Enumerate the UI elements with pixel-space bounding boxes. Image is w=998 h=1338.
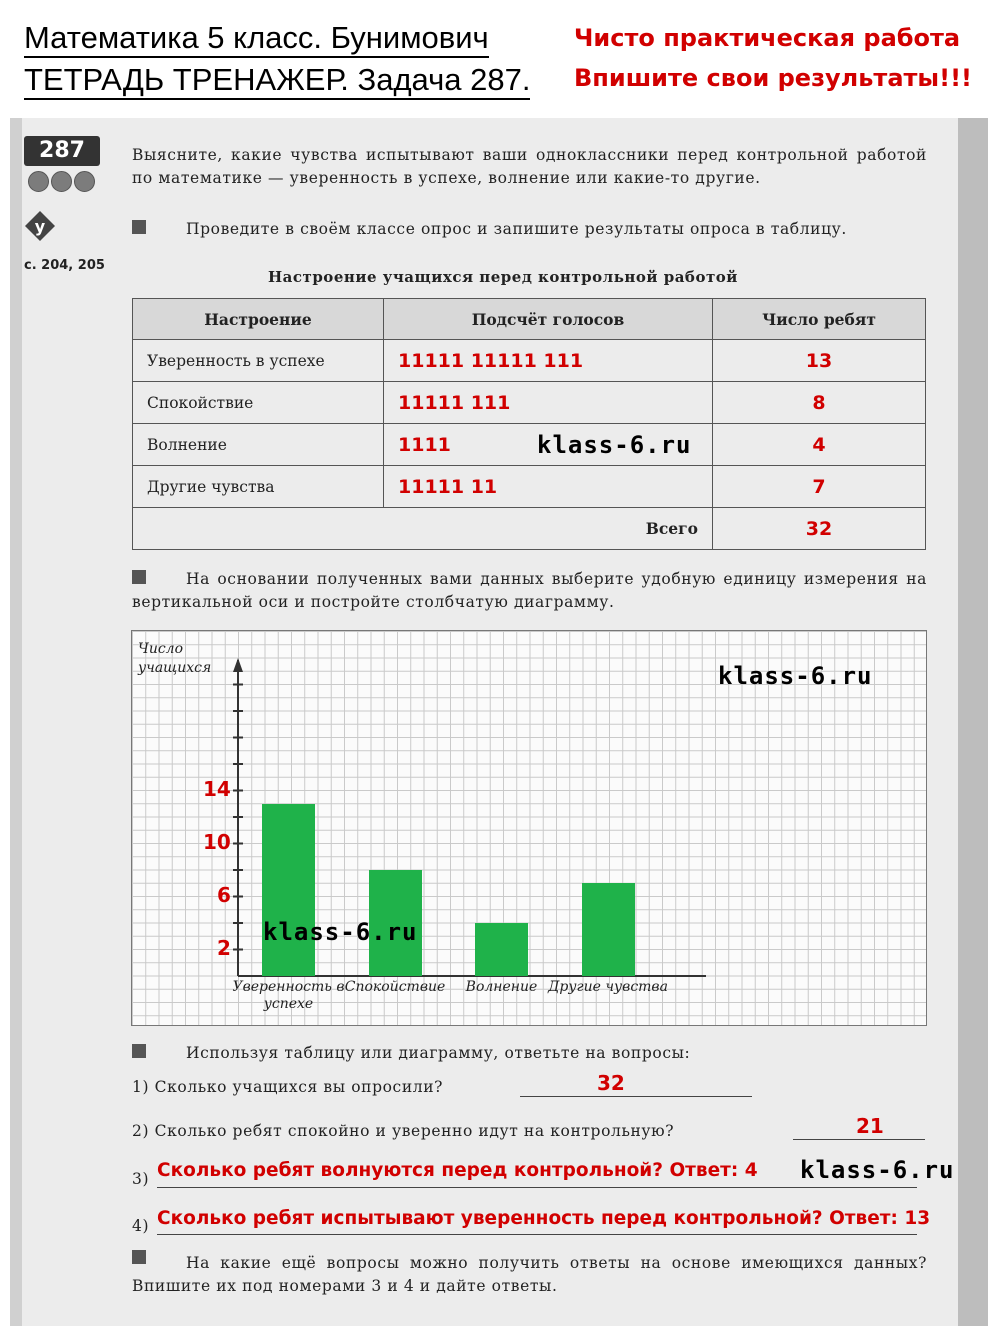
table-row: [133, 424, 926, 466]
note-line-1: Чисто практическая работа: [574, 24, 961, 52]
task-number-badge: 287: [24, 136, 100, 166]
task-step1: Проведите в своём классе опрос и запишите результаты опроса в таблицу.: [186, 220, 847, 238]
bar-1: [262, 804, 315, 976]
note-line-2: Впишите свои результаты!!!: [574, 64, 972, 92]
bar-3: [475, 923, 528, 976]
svg-text:y: y: [34, 217, 46, 236]
survey-table: [132, 298, 926, 550]
page-reference: с. 204, 205: [24, 258, 105, 273]
answer-1-line[interactable]: [520, 1096, 752, 1097]
page-left-edge: [10, 118, 22, 1326]
title-line-2: ТЕТРАДЬ ТРЕНАЖЕР. Задача 287.: [24, 62, 530, 100]
table-row: [133, 466, 926, 508]
mood-cell: Другие чувства: [133, 466, 384, 508]
count-cell: 8: [713, 382, 926, 424]
mood-cell: Спокойствие: [133, 382, 384, 424]
count-cell: 4: [713, 424, 926, 466]
tally-cell: 11111 11: [384, 466, 713, 508]
tally-cell: 11111 111: [384, 382, 713, 424]
header-tally: Подсчёт голосов: [384, 299, 713, 340]
difficulty-circle-2-icon: [51, 171, 72, 192]
mood-cell: Волнение: [133, 424, 384, 466]
total-label: Всего: [133, 508, 713, 550]
table-header-row: [133, 299, 926, 340]
watermark-chart-top: klass-6.ru: [718, 662, 873, 690]
x-category-label: Другие чувства: [548, 979, 668, 995]
total-value: 32: [713, 508, 926, 550]
task-step4: На какие ещё вопросы можно получить ответы на основе имеющихся данных? Впишите их под номерами 3 и 4 и дайте ответы.: [132, 1254, 927, 1295]
x-category-label: Уверенность в успехе: [232, 979, 345, 1012]
table-total-row: [133, 508, 926, 550]
tally-cell: 11111 11111 111: [384, 340, 713, 382]
difficulty-circle-1-icon: [28, 171, 49, 192]
difficulty-circle-3-icon: [74, 171, 95, 192]
watermark-table: klass-6.ru: [537, 431, 692, 459]
y-tick-label: 10: [203, 829, 231, 854]
header-mood: Настроение: [133, 299, 384, 340]
question-4-number: 4): [132, 1217, 150, 1235]
count-cell: 13: [713, 340, 926, 382]
task-step3: Используя таблицу или диаграмму, ответьте на вопросы:: [186, 1044, 691, 1062]
watermark-questions: klass-6.ru: [800, 1156, 955, 1184]
title-line-1: Математика 5 класс. Бунимович: [24, 20, 489, 58]
reference-diamond-icon: [24, 210, 56, 242]
question-1-number: 1): [132, 1078, 150, 1096]
question-3-text: Сколько ребят волнуются перед контрольной? Ответ: 4: [157, 1160, 758, 1181]
answer-4-line[interactable]: [157, 1234, 917, 1235]
table-caption: Настроение учащихся перед контрольной работой: [268, 268, 738, 286]
answer-2-value: 21: [856, 1114, 884, 1138]
step3-marker-icon: [132, 1044, 146, 1058]
mood-cell: Уверенность в успехе: [133, 340, 384, 382]
y-axis-arrow-icon: [233, 658, 243, 672]
question-4-text: Сколько ребят испытывают уверенность перед контрольной? Ответ: 13: [157, 1208, 931, 1229]
page-right-edge: [958, 118, 988, 1326]
question-1: [132, 1076, 443, 1099]
question-1-text: Сколько учащихся вы опросили?: [154, 1078, 444, 1096]
answer-2-line[interactable]: [793, 1139, 925, 1140]
table-row: [133, 340, 926, 382]
question-2-text: Сколько ребят спокойно и уверенно идут на контрольную?: [154, 1122, 675, 1140]
answer-3-line[interactable]: [157, 1187, 917, 1188]
x-category-label: Спокойствие: [344, 979, 446, 995]
tally-cell: 1111: [384, 424, 713, 466]
question-2: [132, 1120, 674, 1143]
y-tick-label: 14: [203, 776, 231, 801]
task-intro: Выясните, какие чувства испытывают ваши одноклассники перед контрольной работой по математике — уверенность в успехе, волнение или какие-то другие.: [132, 146, 927, 187]
header-count: Число ребят: [713, 299, 926, 340]
bar-4: [582, 883, 635, 976]
question-2-number: 2): [132, 1122, 150, 1140]
answer-1-value: 32: [597, 1071, 625, 1095]
task-step2: На основании полученных вами данных выберите удобную единицу измерения на вертикальной оси и постройте столбчатую диаграмму.: [132, 570, 927, 611]
question-3-number: 3): [132, 1170, 150, 1188]
count-cell: 7: [713, 466, 926, 508]
y-tick-label: 2: [217, 935, 231, 960]
x-category-label: Волнение: [465, 979, 538, 995]
watermark-chart-mid: klass-6.ru: [263, 918, 418, 946]
chart-ylabel: Число учащихся: [138, 641, 212, 676]
y-tick-label: 6: [217, 882, 231, 907]
table-row: [133, 382, 926, 424]
